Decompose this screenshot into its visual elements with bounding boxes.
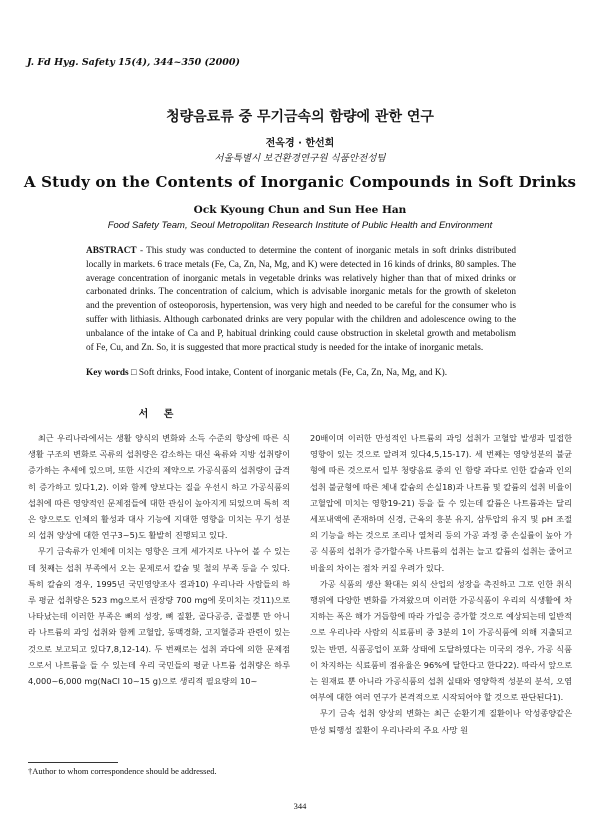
keywords-label: Key words — [86, 368, 129, 378]
keywords-box-icon: □ — [130, 368, 137, 378]
paragraph: 가공 식품의 생산 확대는 외식 산업의 성장을 촉진하고 그로 인한 취식 행위에 다양한 변화를 가져왔으며 이러한 가공식품이 우리의 식생활에 차지하는 폭은 해가 거듭함에 따라 가일층 증가할 것으로 예상되는데 일반적으로 우리나라 사람의 식료품비 중 3분의 1이 가공식품에 의해 지출되고 있는 반면, 식품공업이 포화 상태에 도달하였다는 미국의 경우, 가공 식품이 차지하는 식료품비 점유율은 96%에 달한다고 한다22). 따라서 앞으로는 원재료 뿐 아니라 가공식품의 섭취 실태와 영양학적 성분의 분석, 오염 여부에 대한 여러 연구가 본격적으로 시작되어야 할 것으로 판단된다1). — [310, 578, 572, 703]
section-heading-introduction: 서 론 — [138, 409, 180, 420]
footnote: †Author to whom correspondence should be addressed. — [28, 766, 217, 776]
korean-institution: 서울특별시 보건환경연구원 식품안전성팀 — [214, 153, 386, 164]
page-number: 344 — [293, 801, 307, 811]
paragraph: 최근 우리나라에서는 생활 양식의 변화와 소득 수준의 향상에 따른 식생활 구조의 변화로 곡류의 섭취량은 감소하는 대신 육류와 지방 섭취량이 증가하는 추세에 있으며, 또한 시간의 제약으로 가공식품의 섭취량이 급격히 증가하고 있다1,2). 이와 함께 양보다는 질을 우선시 하고 가공식품의 섭취에 따른 영양적인 문제점들에 대한 관심이 높아지게 되었으며 특히 적은 양으로도 인체의 활성과 대사 기능에 지대한 영향을 미치는 무기 성분의 섭취 양상에 대한 연구3~5)도 활발히 진행되고 있다. — [28, 433, 290, 541]
keywords — [86, 368, 526, 378]
abstract-text: - This study was conducted to determine the content of inorganic metals in soft drinks distributed locally in markets. 6 trace metals (Fe, Ca, Zn, Na, Mg, and K) were detected in 16 kinds of drinks, 80 samples. The average concentration of inorganic metals in vegetable drinks was relatively higher than that of mixed drinks or carbonated drinks. The concentration of calcium, which is advisable inorganic metals for the growth of skeleton and the prevention of osteoporosis, hypertension, was very high and needed to be careful for the consumer who is suffer with lithiasis. Although carbonated drinks are very popular with the children and adolescence owing to the unbalance of the intake of Ca and P, habitual drinking could cause obstruction in skeletal growth and metabolism of Fe, Cu, and Zn. So, it is suggested that more practical study is needed for the intake of inorganic metals. — [86, 246, 516, 353]
korean-authors: 전옥경 · 한선희 — [265, 138, 335, 149]
english-authors: Ock Kyoung Chun and Sun Hee Han — [193, 204, 407, 216]
footnote-divider — [28, 762, 118, 763]
journal-citation: J. Fd Hyg. Safety 15(4), 344~350 (2000) — [27, 57, 240, 68]
paragraph: 무기 금속 섭취 양상의 변화는 최근 순환기계 질환이나 악성종양같은 만성 퇴행성 질환이 우리나라의 주요 사망 원 — [310, 708, 572, 735]
paragraph: 무기 금속류가 인체에 미치는 영향은 크게 세가지로 나누어 볼 수 있는데 첫째는 섭취 부족에서 오는 문제로서 칼슘 및 철의 부족 등을 수 있다. 특히 칼슘의 경우, 1995년 국민영양조사 결과10) 우리나라 사람들의 하루 평균 섭취량은 523 mg으로서 권장량 700 mg에 못미치는 것11)으로 나타났는데 이러한 부족은 뼈의 성장, 뼈 질환, 골다공증, 골절뿐 만 아니라 나트륨의 과잉 섭취와 함께 고혈압, 동맥경화, 고지혈증과 관련이 있는 것으로 보고되고 있다7,8,12-14). 두 번째로는 섭취 과다에 의한 문제점으로서 나트륨을 들 수 있는데 우리 국민들의 평균 나트륨 섭취량은 하루 4,000~6,000 mg(NaCl 10~15 g)으로 생리적 필요량의 10~ — [28, 546, 290, 687]
korean-title: 청량음료류 중 무기금속의 함량에 관한 연구 — [166, 109, 434, 125]
left-column — [28, 430, 290, 689]
right-column — [310, 430, 572, 738]
abstract-label: ABSTRACT — [86, 246, 137, 256]
english-title: A Study on the Contents of Inorganic Compounds in Soft Drinks — [23, 173, 577, 191]
paragraph: 20배이며 이러한 만성적인 나트륨의 과잉 섭취가 고혈압 발생과 밀접한 영향이 있는 것으로 알려져 있다4,5,15-17). 세 번째는 영양성분의 불균형에 따른 것으로서 일부 청량음료 중의 인 함량 과다로 인한 칼슘과 인의 섭취 불균형에 따른 체내 칼슘의 손실18)과 나트륨 및 칼륨의 섭취 비율이 고혈압에 미치는 영향19-21) 등을 들 수 있는데 칼륨은 나트륨과는 달리 세포내액에 존재하며 신경, 근육의 흥분 유지, 삼투압의 유지 및 pH 조절의 기능을 하는 것으로 조리나 열처리 등의 가공 과정 중 손실률이 높아 가공 식품의 섭취가 증가할수록 나트륨의 섭취는 늘고 칼륨의 섭취는 줄어고 비율의 차이는 점차 커질 우려가 있다. — [310, 433, 572, 573]
english-institution: Food Safety Team, Seoul Metropolitan Research Institute of Public Health and Environment — [107, 220, 493, 231]
keywords-text: Soft drinks, Food intake, Content of inorganic metals (Fe, Ca, Zn, Na, Mg, and K). — [136, 368, 448, 378]
abstract — [86, 245, 516, 355]
